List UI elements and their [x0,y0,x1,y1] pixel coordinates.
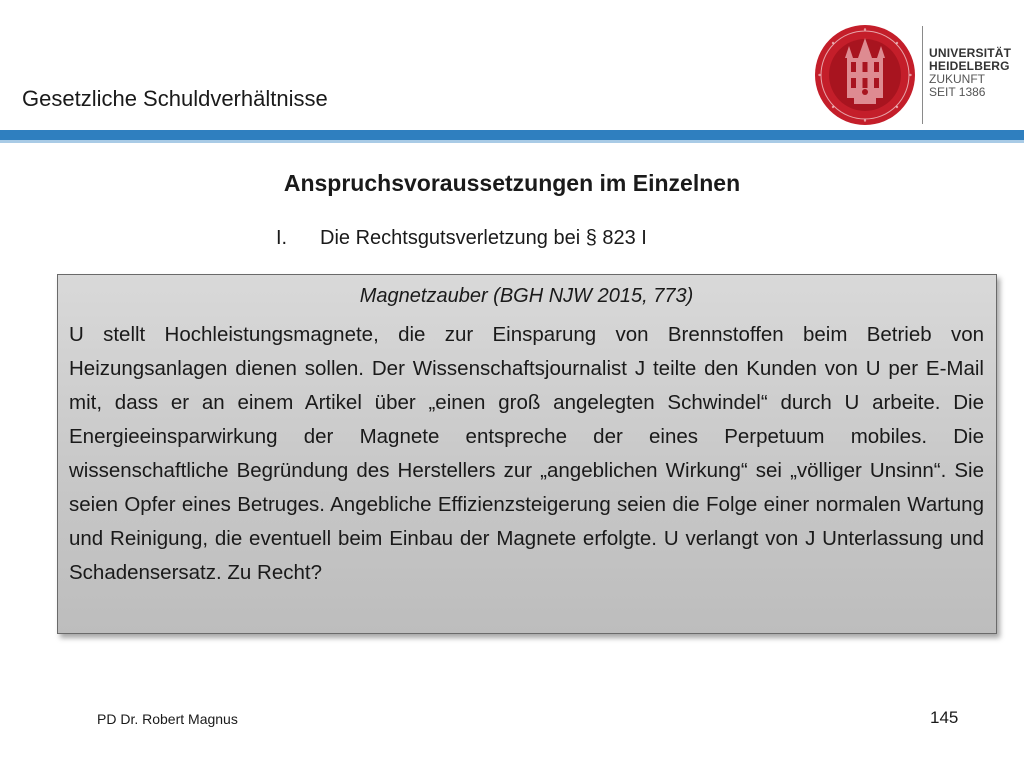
university-seal-icon [814,24,916,126]
logo-divider [922,26,923,124]
logo-line-4: SEIT 1386 [929,85,986,99]
slide-title: Anspruchsvoraussetzungen im Einzelnen [283,170,741,196]
case-box [57,274,997,634]
page-number: 145 [930,708,959,727]
section-heading [276,227,647,250]
footer-author: PD Dr. Robert Magnus [97,711,238,727]
logo-line-3: ZUKUNFT [929,72,985,86]
header-accent-bar-light [0,140,1024,143]
header-accent-bar [0,130,1024,140]
logo-line-1: UNIVERSITÄT [929,46,1012,60]
case-text: U stellt Hochleistungsmagnete, die zur Einsparung von Brennstoffen beim Betrieb von Heizungsanlagen dienen sollen. Der Wissenschaftsjournalist J teilte den Kunden von U per E-Mail mit, dass er an einem Artikel über „einen groß angelegten Schwindel“ durch U arbeite. Die Energieeinsparwirkung der Magnete entspreche der eines Perpetuum mobiles. Die wissenschaftliche Begründung des Herstellers zur „angeblichen Wirkung“ sei „völliger Unsinn“. Sie seien Opfer eines Betruges. Angebliche Effizienzsteigerung seien die Folge einer normalen Wartung und Reinigung, die eventuell beim Einbau der Magnete erfolgte. U verlangt von J Unterlassung und Schadensersatz. Zu Recht? [69,323,984,584]
section-number: I. [276,227,288,249]
logo-line-2: HEIDELBERG [929,59,1010,73]
section-text: Die Rechtsgutsverletzung bei § 823 I [320,227,647,249]
university-logo-text [929,47,1011,99]
header-title: Gesetzliche Schuldverhältnisse [22,86,328,111]
case-title: Magnetzauber (BGH NJW 2015, 773) [359,285,694,307]
